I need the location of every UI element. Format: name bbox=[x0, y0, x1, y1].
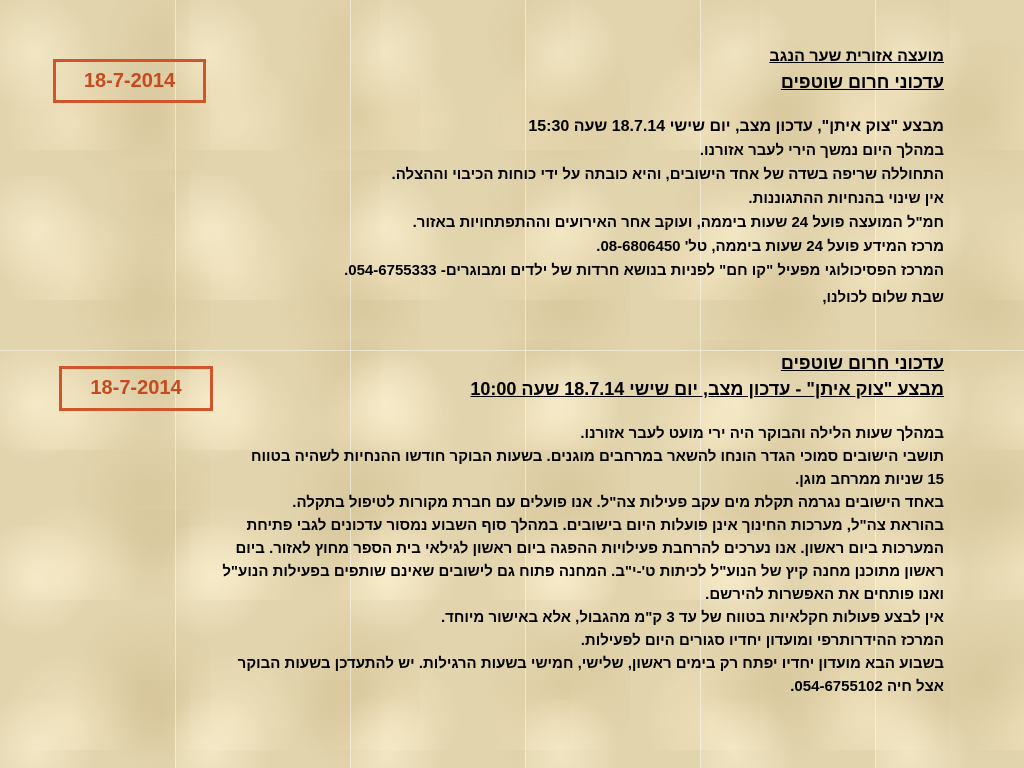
update-subheading: מבצע "צוק איתן" - עדכון מצב, יום שישי 18.7.14 שעה 10:00 bbox=[470, 379, 944, 399]
update-line: ראשון מתוכנן מחנה קיץ של הנוע"ל לכיתות ט'-י"ב. המחנה פתוח גם לישובים שאינם שותפים בפעילות הנוע"ל bbox=[222, 563, 944, 580]
update-line: חמ"ל המועצה פועל 24 שעות ביממה, ועוקב אחר האירועים וההתפתחויות באזור. bbox=[412, 214, 944, 231]
spacer bbox=[184, 95, 944, 115]
date-box: 18-7-2014 bbox=[53, 59, 206, 103]
update-line: במהלך שעות הלילה והבוקר היה ירי מועט לעבר אזורנו. bbox=[580, 425, 944, 442]
update-line: אצל חיה 054-6755102. bbox=[790, 678, 944, 695]
council-name: מועצה אזורית שער הנגב bbox=[769, 48, 944, 65]
update-heading: עדכוני חרום שוטפים bbox=[780, 72, 944, 92]
update-heading: עדכוני חרום שוטפים bbox=[780, 353, 944, 373]
update-line: באחד הישובים נגרמה תקלת מים עקב פעילות צה"ל. אנו פועלים עם חברת מקורות לטיפול בתקלה. bbox=[292, 494, 944, 511]
update-line: בשבוע הבא מועדון יחדיו יפתח רק בימים ראשון, שלישי, חמישי בשעות הרגילות. יש להתעדכן בשעות הבוקר bbox=[237, 655, 944, 672]
update-line: שבת שלום לכולנו, bbox=[822, 289, 944, 306]
spacer bbox=[94, 402, 944, 422]
update-line: ואנו פותחים את האפשרות להירשם. bbox=[705, 586, 944, 603]
update-line: התחוללה שריפה בשדה של אחד הישובים, והיא כובתה על ידי כוחות הכיבוי וההצלה. bbox=[391, 166, 944, 183]
update-line: מבצע "צוק איתן", עדכון מצב, יום שישי 18.7.14 שעה 15:30 bbox=[528, 118, 944, 135]
update-line: 15 שניות ממרחב מוגן. bbox=[795, 471, 944, 488]
update-panel-2 bbox=[0, 350, 1024, 734]
update-line: במהלך היום נמשך הירי לעבר אזורנו. bbox=[699, 142, 944, 159]
update-text bbox=[94, 350, 944, 698]
update-line: אין שינוי בהנחיות ההתגוננות. bbox=[748, 190, 944, 207]
update-line: אין לבצע פעולות חקלאיות בטווח של עד 3 ק"מ מהגבול, אלא באישור מיוחד. bbox=[440, 609, 944, 626]
update-text bbox=[184, 45, 944, 313]
update-line: המרכז ההידרותרפי ומועדון יחדיו סגורים היום לפעילות. bbox=[580, 632, 944, 649]
update-line: המערכות ביום ראשון. אנו נערכים להרחבת פעילויות ההפגה ביום ראשון לגילאי בית הספר מחוץ לאזור. ביום bbox=[235, 540, 944, 557]
update-line: תושבי הישובים סמוכי הגדר הונחו להשאר במרחבים מוגנים. בשעות הבוקר חודשו ההנחיות לשהיה בטווח bbox=[250, 448, 944, 465]
update-line: בהוראת צה"ל, מערכות החינוך אינן פועלות היום בישובים. במהלך סוף השבוע נמסור עדכונים לגבי פתיחת bbox=[246, 517, 944, 534]
update-line: המרכז הפסיכולוגי מפעיל "קו חם" לפניות בנושא חרדות של ילדים ומבוגרים- 054-6755333. bbox=[344, 262, 944, 279]
date-box: 18-7-2014 bbox=[59, 366, 213, 411]
update-line: מרכז המידע פועל 24 שעות ביממה, טל' 08-6806450. bbox=[596, 238, 944, 255]
